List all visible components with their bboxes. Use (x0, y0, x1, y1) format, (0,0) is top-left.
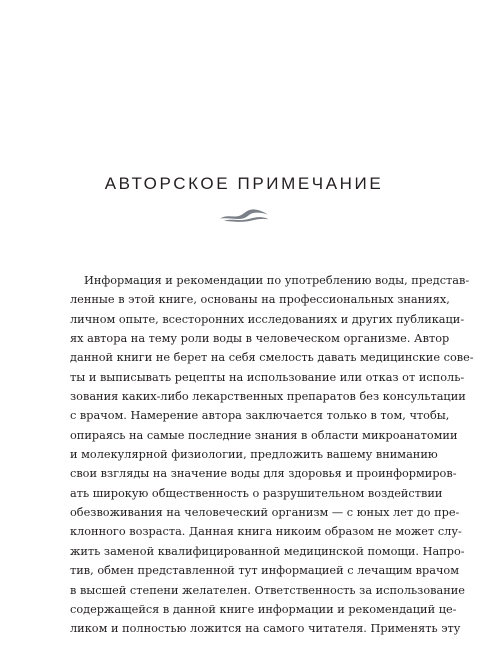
text-line: обезвоживания на человеческий организм — с юных лет до пре- (70, 506, 460, 520)
text-line: клонного возраста. Данная книга никоим образом не может слу- (70, 525, 462, 539)
wave-ornament-icon (218, 205, 270, 223)
text-line: ленные в этой книге, основаны на профессиональных знаниях, (70, 293, 450, 307)
text-line: в высшей степени желателен. Ответственность за использование (70, 583, 465, 597)
text-line: опираясь на самые последние знания в области микроанатомии (70, 428, 458, 442)
text-line: тив, обмен представленной тут информацией с лечащим врачом (70, 564, 460, 578)
text-line: жить заменой квалифицированной медицинской помощи. Напро- (70, 544, 465, 558)
text-line: и молекулярной физиологии, предложить вашему вниманию (70, 448, 438, 462)
author-note-text (70, 271, 474, 639)
text-line: ать широкую общественность о разрушительном воздействии (70, 486, 443, 500)
text-line: данной книги не берет на себя смелость давать медицинские сове- (70, 351, 474, 365)
chapter-heading: АВТОРСКОЕ ПРИМЕЧАНИЕ (104, 174, 384, 193)
text-line: личном опыте, всесторонних исследованиях и других публикаци- (70, 312, 465, 326)
text-line: ликом и полностью ложится на самого читателя. Применять эту (70, 622, 461, 636)
text-line: с врачом. Намерение автора заключается только в том, чтобы, (70, 409, 450, 423)
text-line: свои взгляды на значение воды для здоровья и проинформиров- (70, 467, 457, 481)
text-line: ях автора на тему роли воды в человеческом организме. Автор (70, 332, 450, 346)
text-line: ты и выписывать рецепты на использование или отказ от исполь- (70, 370, 465, 384)
text-line: Информация и рекомендации по употреблению воды, представ- (84, 274, 470, 287)
text-line: зования каких-либо лекарственных препаратов без консультации (70, 390, 466, 404)
text-line: содержащейся в данной книге информации и рекомендаций це- (70, 602, 457, 616)
